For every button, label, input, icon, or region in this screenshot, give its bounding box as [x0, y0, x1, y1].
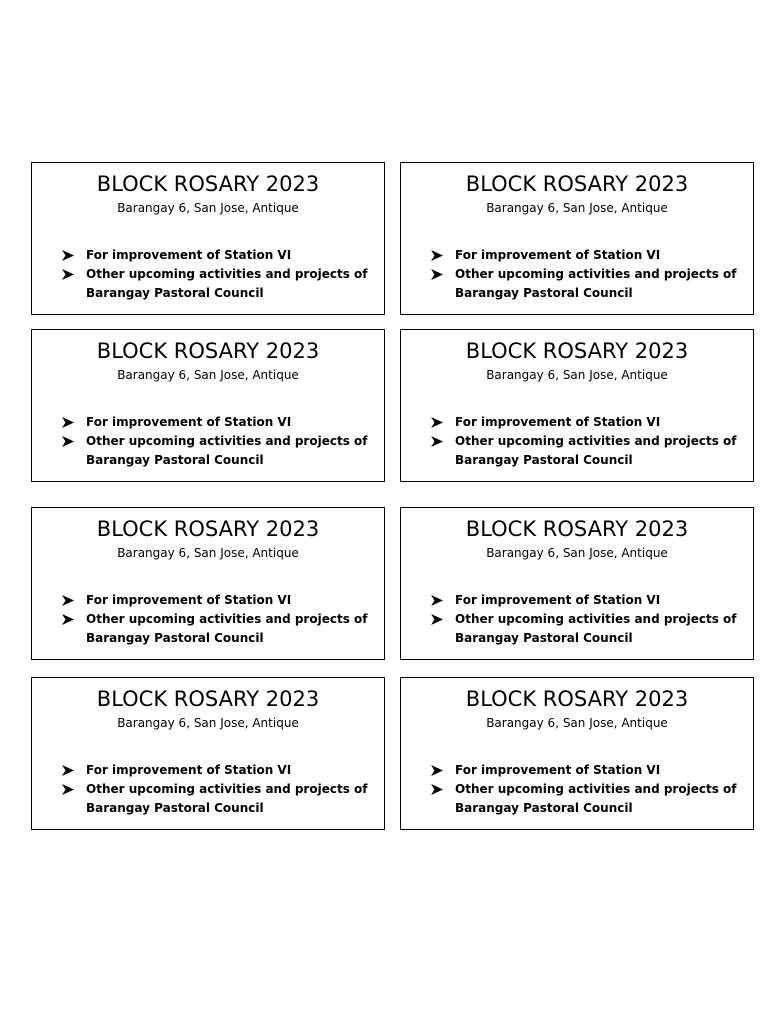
- list-item: [431, 780, 736, 818]
- card-title: BLOCK ROSARY 2023: [96, 517, 320, 541]
- list-item-text: [455, 610, 736, 648]
- list-item: [62, 265, 367, 303]
- list-item: [62, 413, 367, 432]
- list-item: [62, 591, 367, 610]
- card-subtitle: Barangay 6, San Jose, Antique: [486, 368, 668, 382]
- list-item-line: Other upcoming activities and projects of: [86, 782, 368, 796]
- arrowhead-bullet-icon: [431, 436, 443, 447]
- arrowhead-bullet-icon: [62, 250, 74, 261]
- list-item: [62, 761, 367, 780]
- list-item: [62, 246, 367, 265]
- arrowhead-bullet-icon: [62, 269, 74, 280]
- list-item-text: [455, 432, 736, 470]
- list-item-line: Barangay Pastoral Council: [455, 801, 633, 815]
- card-list: [62, 591, 367, 648]
- list-item-text: For improvement of Station VI: [455, 248, 661, 262]
- list-item-text: [86, 780, 367, 818]
- list-item-line: Other upcoming activities and projects of: [455, 612, 737, 626]
- card-subtitle: Barangay 6, San Jose, Antique: [486, 546, 668, 560]
- card-subtitle: Barangay 6, San Jose, Antique: [117, 546, 299, 560]
- list-item-line: Barangay Pastoral Council: [455, 631, 633, 645]
- card-title: BLOCK ROSARY 2023: [96, 339, 320, 363]
- list-item-line: Barangay Pastoral Council: [86, 453, 264, 467]
- arrowhead-bullet-icon: [62, 784, 74, 795]
- list-item-line: Barangay Pastoral Council: [86, 801, 264, 815]
- card-subtitle: Barangay 6, San Jose, Antique: [117, 368, 299, 382]
- arrowhead-bullet-icon: [431, 614, 443, 625]
- rosary-card: [31, 329, 385, 482]
- list-item-line: Barangay Pastoral Council: [455, 286, 633, 300]
- list-item-text: For improvement of Station VI: [455, 415, 661, 429]
- list-item-line: Barangay Pastoral Council: [455, 453, 633, 467]
- list-item: [431, 432, 736, 470]
- rosary-card: [400, 162, 754, 315]
- card-list: [431, 761, 736, 818]
- arrowhead-bullet-icon: [431, 250, 443, 261]
- card-list: [62, 761, 367, 818]
- card-subtitle: Barangay 6, San Jose, Antique: [117, 201, 299, 215]
- card-list: [62, 413, 367, 470]
- list-item-line: Other upcoming activities and projects of: [86, 434, 368, 448]
- rosary-card: [31, 677, 385, 830]
- list-item: [62, 610, 367, 648]
- list-item-text: For improvement of Station VI: [455, 593, 661, 607]
- list-item-line: Barangay Pastoral Council: [86, 631, 264, 645]
- list-item-line: Other upcoming activities and projects of: [455, 267, 737, 281]
- list-item-text: For improvement of Station VI: [86, 593, 292, 607]
- arrowhead-bullet-icon: [431, 269, 443, 280]
- card-list: [431, 413, 736, 470]
- list-item: [431, 761, 736, 780]
- arrowhead-bullet-icon: [62, 614, 74, 625]
- list-item-text: For improvement of Station VI: [86, 415, 292, 429]
- card-subtitle: Barangay 6, San Jose, Antique: [486, 716, 668, 730]
- rosary-card: [31, 507, 385, 660]
- list-item-line: Other upcoming activities and projects of: [455, 434, 737, 448]
- card-title: BLOCK ROSARY 2023: [96, 687, 320, 711]
- card-title: BLOCK ROSARY 2023: [465, 517, 689, 541]
- list-item: [431, 246, 736, 265]
- card-title: BLOCK ROSARY 2023: [465, 687, 689, 711]
- list-item: [431, 610, 736, 648]
- list-item: [431, 265, 736, 303]
- list-item-text: [86, 432, 367, 470]
- list-item-text: [455, 265, 736, 303]
- list-item-text: [455, 780, 736, 818]
- card-title: BLOCK ROSARY 2023: [96, 172, 320, 196]
- list-item-line: Barangay Pastoral Council: [86, 286, 264, 300]
- arrowhead-bullet-icon: [431, 784, 443, 795]
- list-item: [62, 780, 367, 818]
- arrowhead-bullet-icon: [62, 765, 74, 776]
- rosary-card: [400, 507, 754, 660]
- list-item-text: For improvement of Station VI: [86, 763, 292, 777]
- card-title: BLOCK ROSARY 2023: [465, 339, 689, 363]
- arrowhead-bullet-icon: [431, 765, 443, 776]
- arrowhead-bullet-icon: [62, 436, 74, 447]
- card-list: [62, 246, 367, 303]
- arrowhead-bullet-icon: [431, 595, 443, 606]
- rosary-card: [400, 329, 754, 482]
- rosary-card: [31, 162, 385, 315]
- list-item-line: Other upcoming activities and projects of: [86, 612, 368, 626]
- list-item-text: [86, 265, 367, 303]
- list-item-text: For improvement of Station VI: [455, 763, 661, 777]
- list-item-line: Other upcoming activities and projects of: [86, 267, 368, 281]
- list-item-text: [86, 610, 367, 648]
- card-list: [431, 591, 736, 648]
- card-list: [431, 246, 736, 303]
- card-subtitle: Barangay 6, San Jose, Antique: [117, 716, 299, 730]
- list-item: [431, 413, 736, 432]
- list-item: [431, 591, 736, 610]
- list-item-line: Other upcoming activities and projects of: [455, 782, 737, 796]
- arrowhead-bullet-icon: [62, 417, 74, 428]
- card-title: BLOCK ROSARY 2023: [465, 172, 689, 196]
- rosary-card: [400, 677, 754, 830]
- list-item: [62, 432, 367, 470]
- arrowhead-bullet-icon: [431, 417, 443, 428]
- list-item-text: For improvement of Station VI: [86, 248, 292, 262]
- arrowhead-bullet-icon: [62, 595, 74, 606]
- card-subtitle: Barangay 6, San Jose, Antique: [486, 201, 668, 215]
